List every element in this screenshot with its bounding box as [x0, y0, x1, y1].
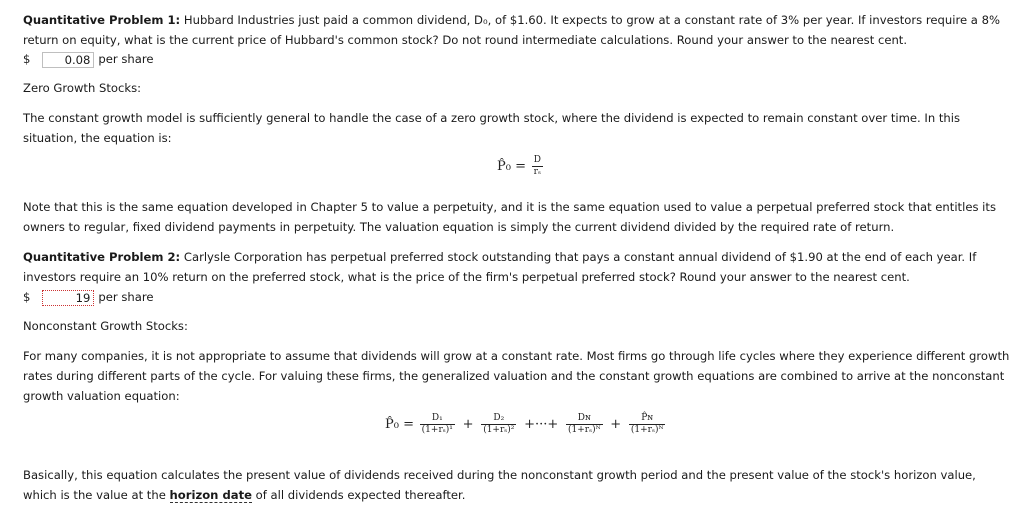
qp2-answer-input[interactable]	[42, 290, 94, 306]
qp1-question	[23, 10, 1013, 50]
qp2-text: Carlysle Corporation has perpetual preferred stock outstanding that pays a constant annual dividend of $1.90 at the end of each year. If investors require an 10% return on the preferred stock, what is the price of the firm's perpetual preferred stock? Round your answer to the nearest cent.	[23, 250, 977, 284]
nonconstant-conclusion	[23, 465, 1013, 505]
horizon-date-link[interactable]: horizon date	[169, 488, 252, 502]
eq2-ellipsis: +···+	[524, 417, 559, 432]
zero-growth-note: Note that this is the same equation developed in Chapter 5 to value a perpetuity, and it is the same equation used to value a perpetual preferred stock that entitles its owners to regular, fixed dividend payments in perpetuity. The valuation equation is simply the current dividend divided by the required rate of return.	[23, 200, 996, 234]
nonconstant-intro: For many companies, it is not appropriate to assume that dividends will grow at a constant rate. Most firms go through life cycles where they experience different growth rates during different parts of the cycle. For valuing these firms, the generalized valuation and the constant growth equations are combined to arrive at the nonconstant growth valuation equation:	[23, 349, 1010, 403]
eq-denominator: rₛ	[533, 167, 542, 177]
qp2-answer-row	[23, 287, 1013, 307]
eq-numerator: D	[533, 155, 541, 165]
conclusion-post: of all dividends expected thereafter.	[251, 488, 466, 502]
eq2-term-horizon-num: P̂ɴ	[641, 413, 654, 423]
qp1-currency: $	[23, 52, 31, 66]
qp2-currency: $	[23, 290, 31, 304]
eq2-term-horizon-den: (1+rₛ)ᴺ	[630, 425, 664, 435]
zero-growth-intro: The constant growth model is sufficiently general to handle the case of a zero growth stock, where the dividend is expected to remain constant over time. In this situation, the equation is:	[23, 111, 961, 145]
eq2-term-1-den: (1+rₛ)¹	[421, 425, 453, 435]
eq2-plus-1: +	[462, 417, 474, 432]
eq2-term-n-den: (1+rₛ)ᴺ	[567, 425, 601, 435]
eq2-term-1-num: D₁	[431, 413, 443, 423]
qp2-question	[23, 247, 1013, 287]
zero-growth-heading: Zero Growth Stocks:	[23, 81, 142, 95]
qp1-label: Quantitative Problem 1:	[23, 13, 181, 27]
eq-lhs: P̂₀ =	[497, 159, 526, 174]
qp2-label: Quantitative Problem 2:	[23, 250, 181, 264]
eq2-term-1	[420, 413, 455, 436]
zero-growth-equation	[497, 155, 545, 178]
eq2-lhs: P̂₀ =	[385, 417, 414, 432]
eq2-term-2	[481, 413, 516, 436]
eq2-plus-2: +	[610, 417, 622, 432]
qp1-unit: per share	[98, 52, 154, 66]
eq2-term-horizon	[629, 413, 666, 436]
eq-fraction	[532, 155, 543, 178]
qp1-text: Hubbard Industries just paid a common dividend, D₀, of $1.60. It expects to grow at a constant rate of 3% per year. If investors require a 8% return on equity, what is the current price of Hubbard's common stock? Do not round intermediate calculations. Round your answer to the nearest cent.	[23, 13, 1000, 47]
qp1-answer-row	[23, 49, 1013, 69]
qp1-answer-input[interactable]	[42, 52, 94, 68]
eq2-term-2-num: D₂	[493, 413, 505, 423]
nonconstant-heading: Nonconstant Growth Stocks:	[23, 319, 188, 333]
qp2-unit: per share	[98, 290, 154, 304]
conclusion-pre: Basically, this equation calculates the present value of dividends received during the nonconstant growth period and the present value of the stock's horizon value, which is the value at the	[23, 468, 976, 502]
eq2-term-n-num: Dɴ	[577, 413, 591, 423]
nonconstant-equation	[385, 413, 667, 436]
eq2-term-2-den: (1+rₛ)²	[483, 425, 515, 435]
eq2-term-n	[566, 413, 603, 436]
